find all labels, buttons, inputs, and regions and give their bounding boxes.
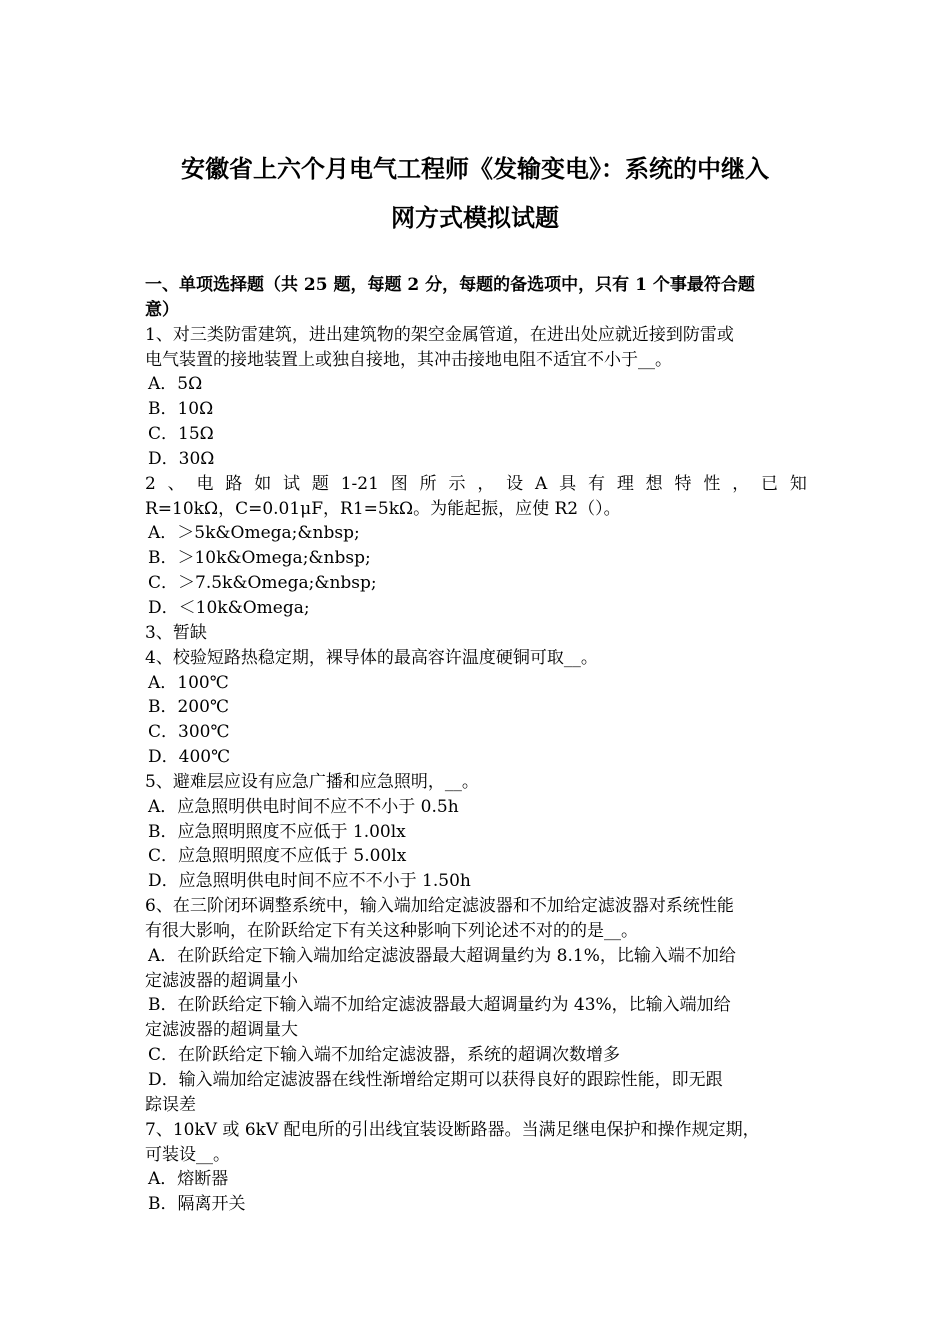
question-4-option-c: C．300℃	[148, 722, 230, 743]
question-4-option-b: B．200℃	[148, 697, 229, 718]
question-1-option-c: C．15Ω	[148, 424, 214, 445]
question-6-stem: 6、在三阶闭环调整系统中，输入端加给定滤波器和不加给定滤波器对系统性能	[145, 896, 734, 917]
question-5-option-c: C．应急照明照度不应低于 5.00lx	[148, 846, 407, 867]
question-2-option-a: A．＞5k&Omega;&nbsp;	[148, 523, 360, 544]
question-7-stem-cont: 可装设__。	[145, 1144, 230, 1165]
question-6-option-b: B．在阶跃给定下输入端不加给定滤波器最大超调量约为 43%，比输入端加给	[148, 995, 731, 1016]
question-2-option-d: D．＜10k&Omega;	[148, 597, 310, 618]
question-6-option-c: C．在阶跃给定下输入端不加给定滤波器，系统的超调次数增多	[148, 1045, 621, 1066]
question-1-stem: 1、对三类防雷建筑，进出建筑物的架空金属管道，在进出处应就近接到防雷或	[145, 324, 734, 345]
question-2-stem-cont: R=10kΩ，C=0.01μF，R1=5kΩ。为能起振，应使 R2（）。	[145, 498, 621, 519]
question-5-option-a: A．应急照明供电时间不应不不小于 0.5h	[148, 796, 459, 817]
question-3-stem: 3、暂缺	[145, 622, 207, 643]
question-2-stem: 2 、 电 路 如 试 题 1-21 图 所 示 ， 设 A 具 有 理 想 特 性 ， 已 知	[145, 473, 807, 494]
question-6-option-d-cont: 踪误差	[145, 1094, 196, 1115]
question-1-option-b: B．10Ω	[148, 399, 214, 420]
question-1-option-d: D．30Ω	[148, 448, 215, 469]
question-7-option-b: B．隔离开关	[148, 1194, 246, 1215]
question-6-option-d: D．输入端加给定滤波器在线性渐增给定期可以获得良好的跟踪性能，即无跟	[148, 1070, 723, 1090]
section-heading: 一、单项选择题（共 25 题，每题 2 分，每题的备选项中，只有 1 个事最符合题	[145, 275, 755, 295]
question-5-option-d: D．应急照明供电时间不应不不小于 1.50h	[148, 871, 471, 892]
question-5-option-b: B．应急照明照度不应低于 1.00lx	[148, 821, 406, 842]
question-1-option-a: A．5Ω	[148, 374, 203, 395]
document-title-line-1: 安徽省上六个月电气工程师《发输变电》：系统的中继入	[181, 154, 769, 183]
question-7-stem: 7、10kV 或 6kV 配电所的引出线宜装设断路器。当满足继电保护和操作规定期，	[145, 1119, 760, 1140]
question-4-option-d: D．400℃	[148, 747, 231, 768]
question-6-option-b-cont: 定滤波器的超调量大	[145, 1020, 298, 1041]
question-6-option-a-cont: 定滤波器的超调量小	[145, 970, 298, 991]
question-1-stem-cont: 电气装置的接地装置上或独自接地，其冲击接地电阻不适宜不小于__。	[145, 349, 672, 370]
question-2-option-b: B．＞10k&Omega;&nbsp;	[148, 548, 371, 569]
document-body	[145, 273, 807, 1217]
document-title-line-2: 网方式模拟试题	[391, 203, 559, 232]
question-7-option-a: A．熔断器	[148, 1169, 229, 1190]
question-4-option-a: A．100℃	[148, 672, 229, 693]
question-6-option-a: A．在阶跃给定下输入端加给定滤波器最大超调量约为 8.1%，比输入端不加给	[148, 945, 736, 966]
section-heading-cont: 意）	[145, 299, 179, 320]
question-6-stem-cont: 有很大影响，在阶跃给定下有关这种影响下列论述不对的的是__。	[145, 920, 638, 941]
question-4-stem: 4、校验短路热稳定期，裸导体的最高容许温度硬铜可取__。	[145, 647, 598, 668]
question-2-option-c: C．＞7.5k&Omega;&nbsp;	[148, 573, 377, 594]
question-5-stem: 5、避难层应设有应急广播和应急照明，__。	[145, 771, 479, 792]
